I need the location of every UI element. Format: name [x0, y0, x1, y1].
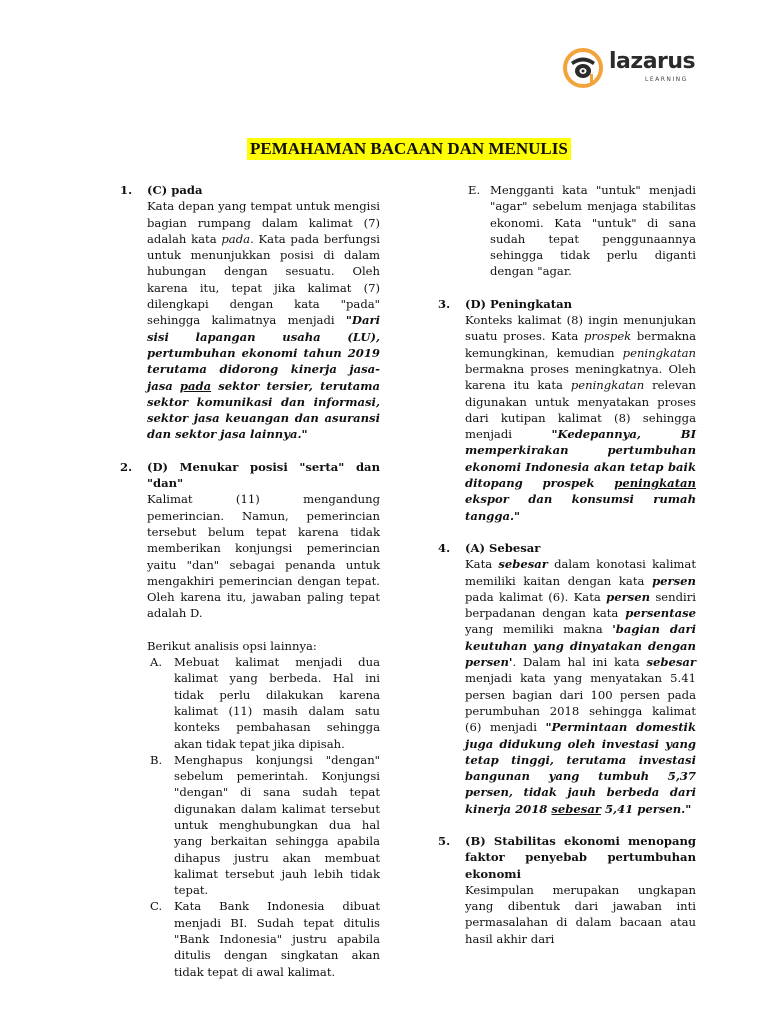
option-a [147, 654, 380, 752]
option-text: Menghapus konjungsi "dengan" sebelum pemerintah. Konjungsi "dengan" di sana sudah tepat digunakan dalam kalimat tersebut untuk menghubungkan dua hal yang berkaitan sehingga apabila dihapus justru akan membuat kalimat tersebut jauh lebih tidak tepat. [174, 752, 380, 898]
answer-item-2 [120, 459, 380, 980]
option-letter: E. [468, 183, 481, 197]
option-letter: A. [150, 655, 163, 670]
item-heading: (D) Peningkatan [465, 296, 573, 311]
item-number: 4. [438, 540, 451, 555]
answer-item-1 [120, 182, 380, 443]
option-letter: C. [150, 899, 163, 914]
item-explanation: Kata sebesar dalam konotasi kalimat memiliki kaitan dengan kata persen pada kalimat (6). Kata persen sendiri berpadanan dengan kata persentase yang memiliki makna 'bagian dari keutuhan yang dinyatakan dengan persen'. Dalam hal ini kata sebesar menjadi kata yang menyatakan 5.41 persen bagian dari 100 persen pada perumbuhan 2018 sehingga kalimat (6) menjadi "Permintaan domestik juga didukung oleh investasi yang tetap tinggi, terutama investasi bangunan yang tumbuh 5,37 persen, tidak jauh berbeda dari kinerja 2018 sebesar 5,41 persen." [465, 557, 696, 816]
option-text: Mengganti kata "untuk" menjadi "agar" sebelum menjaga stabilitas ekonomi. Kata "untuk" di sana sudah tepat penggunaannya sehingga tidak perlu diganti dengan "agar. [490, 183, 696, 279]
option-e [465, 182, 696, 280]
option-text: Mebuat kalimat menjadi dua kalimat yang berbeda. Hal ini tidak perlu dilakukan karena kalimat (11) masih dalam satu konteks pembahasan sehingga akan tidak tepat jika dipisah. [174, 655, 380, 751]
brand-logo [561, 44, 701, 92]
answer-item-5 [438, 833, 696, 947]
option-b [147, 752, 380, 899]
options-intro: Berikut analisis opsi lainnya: [147, 638, 317, 653]
right-column [438, 182, 696, 947]
item-heading: (B) Stabilitas ekonomi menopang faktor penyebab pertumbuhan ekonomi [465, 833, 696, 881]
item-heading: (A) Sebesar [465, 540, 541, 555]
item-heading: (D) Menukar posisi "serta" dan "dan" [147, 459, 380, 491]
item-explanation: Kesimpulan merupakan ungkapan yang dibentuk dari jawaban inti permasalahan di dalam bacaan atau hasil akhir dari [465, 882, 696, 946]
item-explanation: Kalimat (11) mengandung pemerincian. Namun, pemerincian tersebut belum tepat karena tidak memberikan konjungsi pemerincian yaitu "dan" sebagai penanda untuk mengakhiri pemerincian dengan tepat. Oleh karena itu, jawaban paling tepat adalah D. [147, 492, 380, 621]
item-number: 1. [120, 183, 133, 197]
logo-subtitle: LEARNING [645, 76, 688, 83]
option-text: Kata Bank Indonesia dibuat menjadi BI. Sudah tepat ditulis "Bank Indonesia" justru apabila ditulis dengan singkatan akan tidak tepat di awal kalimat. [174, 899, 380, 979]
page-title: PEMAHAMAN BACAAN DAN MENULIS [247, 138, 571, 160]
option-c [147, 898, 380, 979]
item-heading: (C) pada [147, 183, 203, 197]
lazarus-logo-icon [561, 44, 609, 92]
item-explanation: Kata depan yang tempat untuk mengisi bagian rumpang dalam kalimat (7) adalah kata pada. Kata pada berfungsi untuk menunjukkan posisi di dalam hubungan dengan sesuatu. Oleh karena itu, tepat jika kalimat (7) dilengkapi dengan kata "pada" sehingga kalimatnya menjadi "Dari sisi lapangan usaha (LU), pertumbuhan ekonomi tahun 2019 terutama didorong kinerja jasa-jasa pada sektor tersier, terutama sektor komunikasi dan informasi, sektor jasa keuangan dan asuransi dan sektor jasa lainnya." [147, 199, 380, 442]
logo-wordmark: lazarus [609, 49, 696, 74]
option-letter: B. [150, 752, 163, 767]
left-column [120, 182, 380, 980]
answer-item-3 [438, 296, 696, 524]
item-number: 5. [438, 833, 451, 848]
item-explanation: Konteks kalimat (8) ingin menunjukan suatu proses. Kata prospek bermakna kemungkinan, kemudian peningkatan bermakna proses meningkatnya. Oleh karena itu kata peningkatan relevan digunakan untuk menyatakan proses dari kutipan kalimat (8) sehingga menjadi "Kedepannya, BI memperkirakan pertumbuhan ekonomi Indonesia akan tetap baik ditopang prospek peningkatan ekspor dan konsumsi rumah tangga." [465, 313, 697, 523]
item-number: 3. [438, 296, 451, 311]
answer-item-4 [438, 540, 696, 817]
item-number: 2. [120, 459, 133, 474]
